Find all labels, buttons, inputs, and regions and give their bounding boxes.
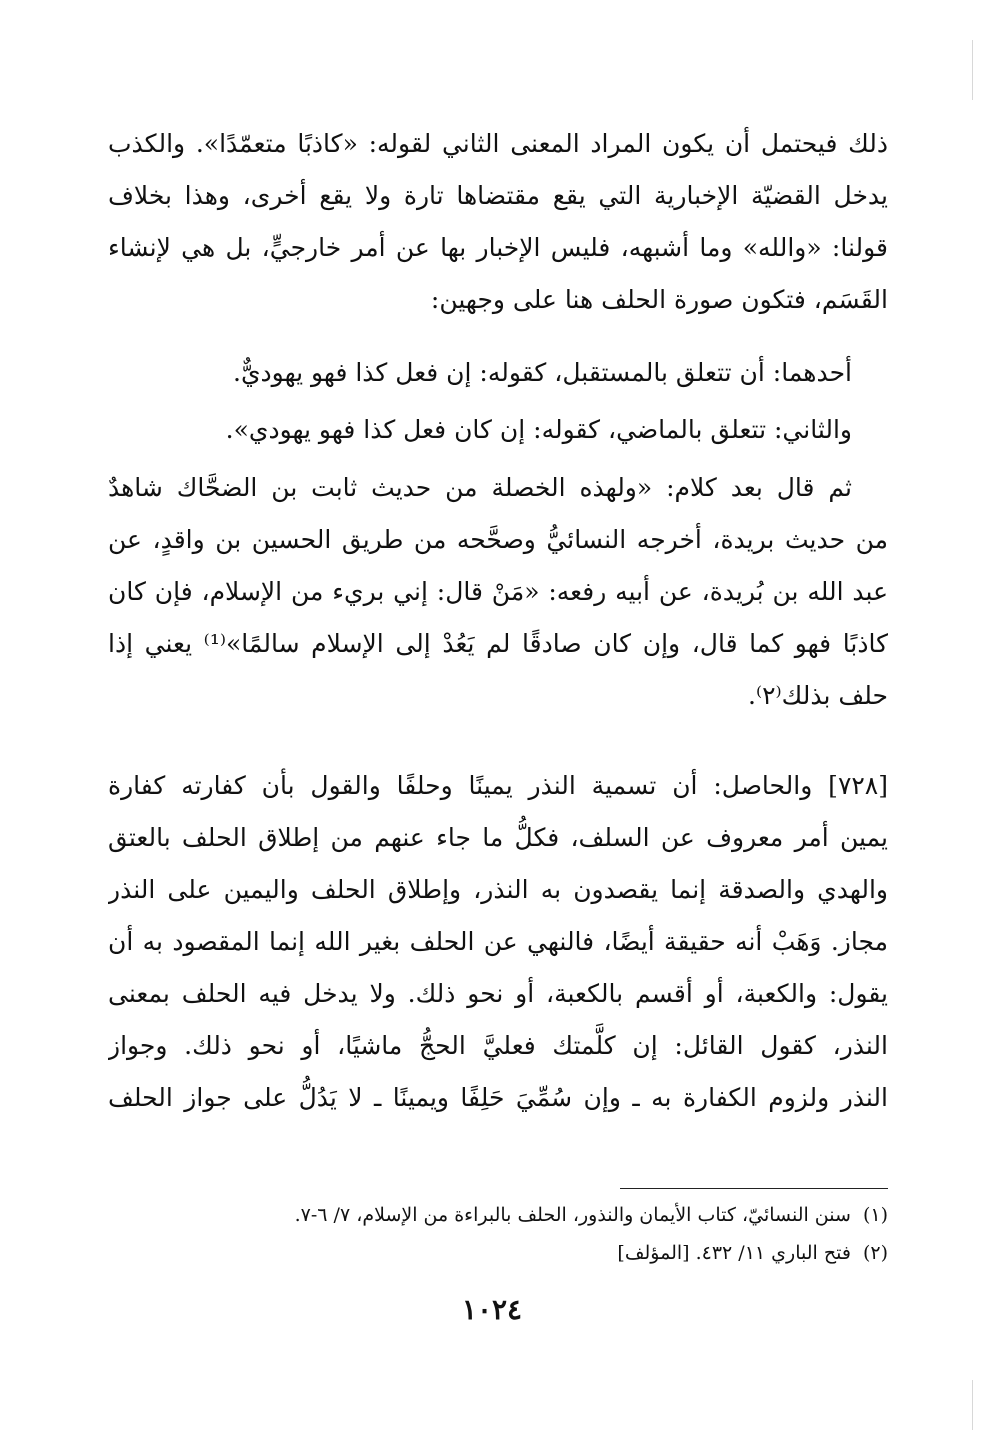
paragraph-3 (108, 404, 888, 456)
text-line: مجاز. وَهَبْ أنه حقيقة أيضًا، فالنهي عن الحلف بغير الله إنما المقصود به أن (108, 927, 888, 956)
paragraph-4 (108, 462, 888, 722)
text-line: ثم قال بعد كلام: «ولهذه الخصلة من حديث ثابت بن الضحَّاك شاهدٌ (108, 473, 852, 502)
paragraph-5 (108, 760, 888, 1124)
text-line: يمين أمر معروف عن السلف، فكلُّ ما جاء عنهم من إطلاق الحلف بالعتق (108, 823, 888, 852)
scan-edge-mark (972, 1380, 973, 1430)
text-line: يقول: والكعبة، أو أقسم بالكعبة، أو نحو ذلك. ولا يدخل فيه الحلف بمعنى (108, 979, 888, 1008)
text-line: يدخل القضيّة الإخبارية التي يقع مقتضاها تارة ولا يقع أخرى، وهذا بخلاف (108, 181, 888, 210)
page-number: ١٠٢٤ (461, 1293, 523, 1326)
text-line: والهدي والصدقة إنما يقصدون به النذر، وإطلاق الحلف واليمين على النذر (108, 875, 888, 904)
footnote-text: فتح الباري ١١/ ٤٣٢. [المؤلف] (617, 1242, 851, 1264)
text-line: عبد الله بن بُريدة، عن أبيه رفعه: «مَنْ قال: إني بريء من الإسلام، فإن كان (108, 577, 888, 606)
text-line: [٧٢٨] والحاصل: أن تسمية النذر يمينًا وحلفًا والقول بأن كفارته كفارة (108, 771, 888, 800)
text-line: القَسَم، فتكون صورة الحلف هنا على وجهين: (430, 285, 888, 314)
text-line: أحدهما: أن تتعلق بالمستقبل، كقوله: إن فعل كذا فهو يهوديٌّ. (233, 358, 852, 387)
footnote-2 (108, 1234, 888, 1272)
text-line: من حديث بريدة، أخرجه النسائيُّ وصحَّحه من طريق الحسين بن واقدٍ، عن (108, 525, 888, 554)
text-line: ذلك فيحتمل أن يكون المراد المعنى الثاني لقوله: «كاذبًا متعمّدًا». والكذب (108, 129, 888, 158)
footnotes (108, 1196, 888, 1272)
text-line: النذر ولزوم الكفارة به ـ وإن سُمِّيَ حَلِفًا ويمينًا ـ لا يَدُلُّ على جواز الحلف (108, 1083, 888, 1112)
text-line: حلف بذلك⁽٢⁾. (748, 681, 888, 710)
footnote-number: (٢) (862, 1242, 888, 1264)
footnote-separator (620, 1188, 888, 1189)
footnote-1 (108, 1196, 888, 1234)
paragraph-1 (108, 118, 888, 326)
scan-edge-mark (972, 40, 973, 100)
text-line: والثاني: تتعلق بالماضي، كقوله: إن كان فعل كذا فهو يهودي». (225, 415, 852, 444)
text-line: النذر، كقول القائل: إن كلَّمتك فعليَّ الحجُّ ماشيًا، أو نحو ذلك. وجواز (108, 1031, 888, 1060)
footnote-text: سنن النسائيّ، كتاب الأيمان والنذور، الحلف بالبراءة من الإسلام، ٧/ ٦-٧. (294, 1204, 851, 1226)
footnote-number: (١) (862, 1204, 888, 1226)
paragraph-2 (108, 347, 888, 399)
text-line: قولنا: «والله» وما أشبهه، فليس الإخبار بها عن أمر خارجيٍّ، بل هي لإنشاء (108, 233, 888, 262)
text-line: كاذبًا فهو كما قال، وإن كان صادقًا لم يَعُدْ إلى الإسلام سالمًا»⁽¹⁾ يعني إذا (108, 629, 888, 658)
